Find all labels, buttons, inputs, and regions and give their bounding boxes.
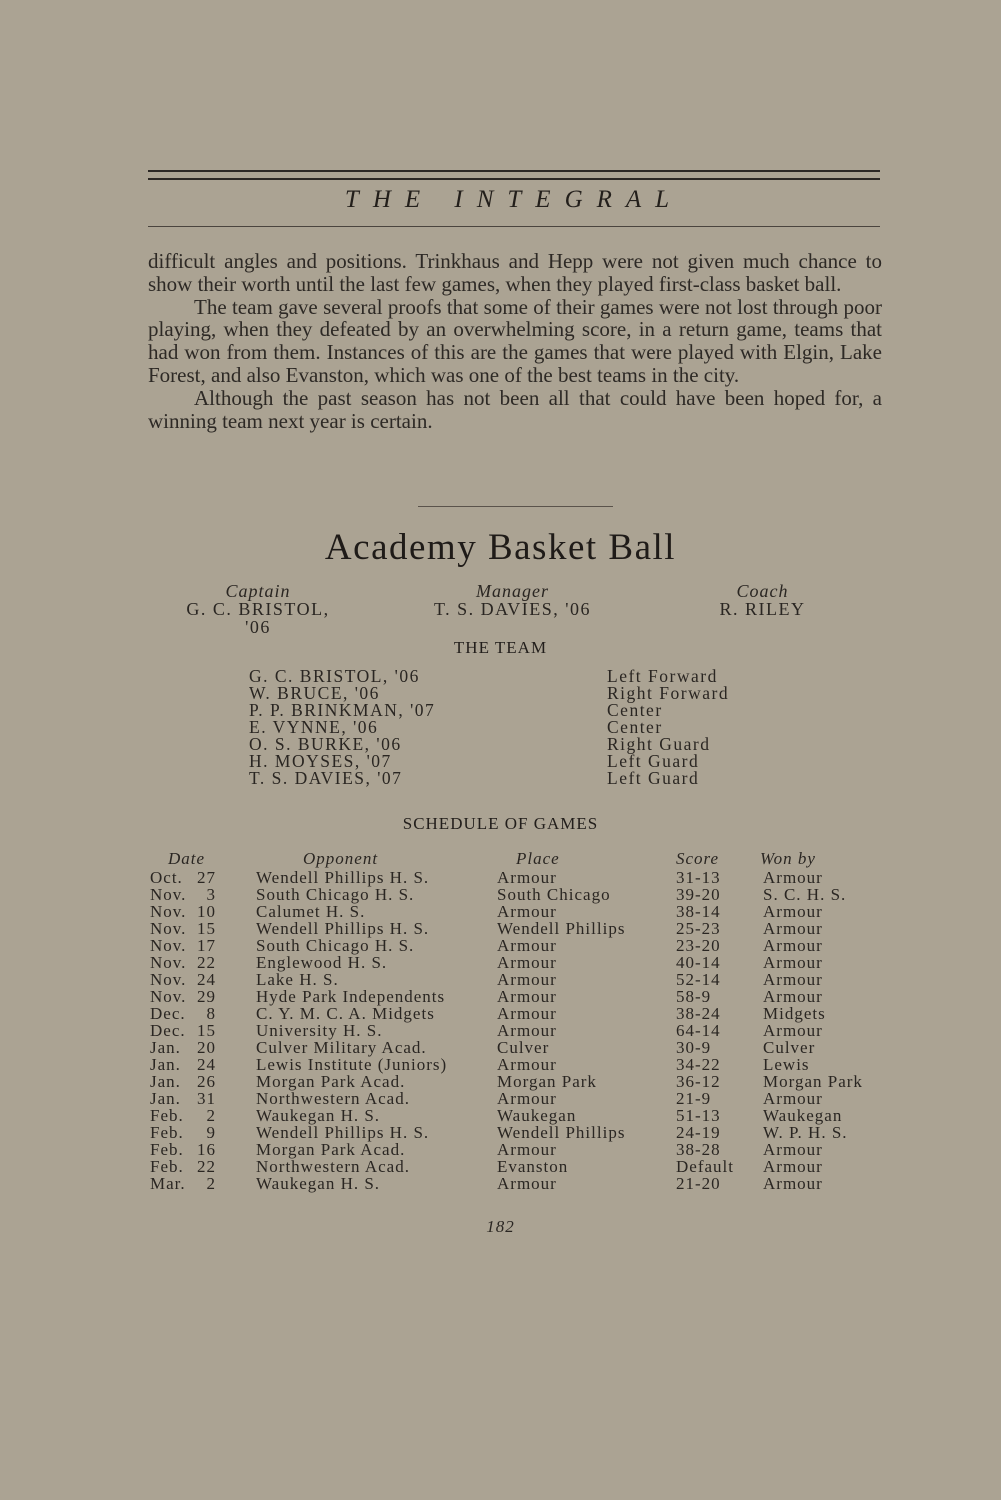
body-text bbox=[148, 250, 882, 432]
game-day: 24 bbox=[197, 970, 216, 989]
team-roster bbox=[249, 668, 749, 787]
game-month: Nov. bbox=[150, 936, 187, 955]
schedule-header-row bbox=[148, 849, 888, 869]
paragraph: Although the past season has not been all that could have been hoped for, a winning team next year is certain. bbox=[148, 385, 882, 433]
game-winner: Armour bbox=[763, 1021, 823, 1040]
game-month: Jan. bbox=[150, 1089, 181, 1108]
player-name: G. C. BRISTOL, '06 bbox=[249, 666, 420, 686]
schedule-row bbox=[148, 1005, 888, 1022]
schedule-row bbox=[148, 1022, 888, 1039]
game-opponent: South Chicago H. S. bbox=[256, 936, 415, 955]
game-month: Nov. bbox=[150, 987, 187, 1006]
game-month: Oct. bbox=[150, 868, 183, 887]
game-month: Nov. bbox=[150, 902, 187, 921]
player-name: H. MOYSES, '07 bbox=[249, 751, 392, 771]
game-score: 64-14 bbox=[676, 1021, 721, 1040]
column-header-place: Place bbox=[516, 849, 560, 868]
roster-row bbox=[249, 770, 749, 787]
game-opponent: Wendell Phillips H. S. bbox=[256, 868, 430, 887]
game-month: Nov. bbox=[150, 953, 187, 972]
paragraph: difficult angles and positions. Trinkhaus and Hepp were not given much chance to show their worth until the last few games, when they played first-class basket ball. bbox=[148, 249, 882, 296]
player-position: Right Guard bbox=[607, 734, 711, 754]
game-winner: Morgan Park bbox=[763, 1072, 863, 1091]
game-opponent: Englewood H. S. bbox=[256, 953, 388, 972]
game-winner: Armour bbox=[763, 902, 823, 921]
game-day: 26 bbox=[197, 1072, 216, 1091]
game-day: 2 bbox=[206, 1174, 216, 1193]
schedule-row bbox=[148, 1039, 888, 1056]
game-score: Default bbox=[676, 1157, 734, 1176]
game-winner: Lewis bbox=[763, 1055, 810, 1074]
player-position: Right Forward bbox=[607, 683, 730, 703]
schedule-row bbox=[148, 920, 888, 937]
game-opponent: University H. S. bbox=[256, 1021, 383, 1040]
schedule-row bbox=[148, 1175, 888, 1192]
game-opponent: Lewis Institute (Juniors) bbox=[256, 1055, 448, 1074]
game-opponent: Calumet H. S. bbox=[256, 902, 366, 921]
officer-captain bbox=[178, 582, 338, 636]
game-place: Wendell Phillips bbox=[497, 919, 626, 938]
game-place: Armour bbox=[497, 1021, 557, 1040]
game-day: 17 bbox=[197, 936, 216, 955]
game-place: South Chicago bbox=[497, 885, 611, 904]
game-day: 15 bbox=[197, 919, 216, 938]
game-opponent: Northwestern Acad. bbox=[256, 1157, 410, 1176]
game-month: Nov. bbox=[150, 919, 187, 938]
game-opponent: Wendell Phillips H. S. bbox=[256, 1123, 430, 1142]
game-place: Armour bbox=[497, 1004, 557, 1023]
game-winner: Armour bbox=[763, 1174, 823, 1193]
header-rule-thin bbox=[148, 178, 880, 180]
game-month: Jan. bbox=[150, 1072, 181, 1091]
game-day: 22 bbox=[197, 1157, 216, 1176]
game-month: Dec. bbox=[150, 1021, 186, 1040]
game-score: 38-24 bbox=[676, 1004, 721, 1023]
game-place: Armour bbox=[497, 1055, 557, 1074]
game-score: 58-9 bbox=[676, 987, 712, 1006]
game-place: Evanston bbox=[497, 1157, 569, 1176]
schedule-row bbox=[148, 869, 888, 886]
game-winner: S. C. H. S. bbox=[763, 885, 847, 904]
game-opponent: C. Y. M. C. A. Midgets bbox=[256, 1004, 435, 1023]
schedule-row bbox=[148, 1124, 888, 1141]
officer-manager bbox=[425, 582, 600, 618]
schedule-row bbox=[148, 1090, 888, 1107]
schedule-row bbox=[148, 1107, 888, 1124]
schedule-row bbox=[148, 1056, 888, 1073]
officer-name: G. C. BRISTOL, '06 bbox=[186, 599, 330, 637]
game-score: 38-14 bbox=[676, 902, 721, 921]
player-position: Center bbox=[607, 700, 663, 720]
paragraph: The team gave several proofs that some of their games were not lost through poor playing, when they defeated by an overwhelming score, in a return game, teams that had won from them. Instances of this are the games that were played with Elgin, Lake Forest, and also Evanston, which was one of the best teams in the city. bbox=[148, 294, 882, 387]
game-winner: Armour bbox=[763, 953, 823, 972]
running-head: THE INTEGRAL bbox=[344, 186, 684, 213]
game-day: 10 bbox=[197, 902, 216, 921]
game-winner: Midgets bbox=[763, 1004, 826, 1023]
game-month: Feb. bbox=[150, 1157, 184, 1176]
game-winner: Waukegan bbox=[763, 1106, 843, 1125]
game-place: Wendell Phillips bbox=[497, 1123, 626, 1142]
schedule-row bbox=[148, 886, 888, 903]
schedule-row bbox=[148, 971, 888, 988]
game-score: 51-13 bbox=[676, 1106, 721, 1125]
game-opponent: Morgan Park Acad. bbox=[256, 1072, 406, 1091]
game-day: 22 bbox=[197, 953, 216, 972]
game-score: 40-14 bbox=[676, 953, 721, 972]
game-winner: Armour bbox=[763, 868, 823, 887]
game-winner: Armour bbox=[763, 1140, 823, 1159]
game-month: Feb. bbox=[150, 1140, 184, 1159]
game-winner: Armour bbox=[763, 1157, 823, 1176]
game-opponent: Morgan Park Acad. bbox=[256, 1140, 406, 1159]
officer-role: Manager bbox=[476, 581, 549, 601]
game-score: 36-12 bbox=[676, 1072, 721, 1091]
game-day: 31 bbox=[197, 1089, 216, 1108]
game-winner: W. P. H. S. bbox=[763, 1123, 848, 1142]
game-month: Jan. bbox=[150, 1055, 181, 1074]
game-score: 23-20 bbox=[676, 936, 721, 955]
section-divider bbox=[418, 506, 613, 507]
game-place: Armour bbox=[497, 936, 557, 955]
officer-coach bbox=[700, 582, 825, 618]
game-day: 2 bbox=[206, 1106, 216, 1125]
game-winner: Armour bbox=[763, 919, 823, 938]
game-day: 9 bbox=[206, 1123, 216, 1142]
game-place: Armour bbox=[497, 868, 557, 887]
game-opponent: Hyde Park Independents bbox=[256, 987, 446, 1006]
game-winner: Armour bbox=[763, 987, 823, 1006]
player-name: W. BRUCE, '06 bbox=[249, 683, 380, 703]
game-day: 3 bbox=[206, 885, 216, 904]
schedule-row bbox=[148, 937, 888, 954]
schedule-row bbox=[148, 1141, 888, 1158]
player-name: T. S. DAVIES, '07 bbox=[249, 768, 403, 788]
column-header-won-by: Won by bbox=[760, 849, 816, 868]
game-opponent: Waukegan H. S. bbox=[256, 1174, 381, 1193]
game-score: 31-13 bbox=[676, 868, 721, 887]
officer-name: T. S. DAVIES, '06 bbox=[433, 599, 592, 619]
schedule-row bbox=[148, 1158, 888, 1175]
game-day: 15 bbox=[197, 1021, 216, 1040]
game-place: Armour bbox=[497, 902, 557, 921]
game-day: 8 bbox=[206, 1004, 216, 1023]
game-opponent: Lake H. S. bbox=[256, 970, 339, 989]
schedule-row bbox=[148, 1073, 888, 1090]
game-score: 21-20 bbox=[676, 1174, 721, 1193]
player-name: P. P. BRINKMAN, '07 bbox=[249, 700, 436, 720]
game-score: 52-14 bbox=[676, 970, 721, 989]
game-month: Nov. bbox=[150, 885, 187, 904]
game-score: 30-9 bbox=[676, 1038, 712, 1057]
team-heading: THE TEAM bbox=[453, 638, 548, 657]
game-score: 25-23 bbox=[676, 919, 721, 938]
game-opponent: South Chicago H. S. bbox=[256, 885, 415, 904]
player-name: E. VYNNE, '06 bbox=[249, 717, 379, 737]
player-position: Left Forward bbox=[607, 666, 718, 686]
game-opponent: Wendell Phillips H. S. bbox=[256, 919, 430, 938]
player-name: O. S. BURKE, '06 bbox=[249, 734, 402, 754]
officer-name: R. RILEY bbox=[719, 599, 806, 619]
column-header-score: Score bbox=[676, 849, 720, 868]
game-winner: Armour bbox=[763, 936, 823, 955]
schedule-table bbox=[148, 849, 888, 1192]
game-opponent: Northwestern Acad. bbox=[256, 1089, 410, 1108]
game-place: Waukegan bbox=[497, 1106, 577, 1125]
schedule-row bbox=[148, 954, 888, 971]
game-opponent: Waukegan H. S. bbox=[256, 1106, 381, 1125]
game-winner: Armour bbox=[763, 970, 823, 989]
schedule-body bbox=[148, 869, 888, 1192]
game-month: Feb. bbox=[150, 1123, 184, 1142]
game-score: 34-22 bbox=[676, 1055, 721, 1074]
game-month: Mar. bbox=[150, 1174, 186, 1193]
officer-role: Coach bbox=[736, 581, 789, 601]
schedule-row bbox=[148, 988, 888, 1005]
game-place: Armour bbox=[497, 953, 557, 972]
schedule-heading: SCHEDULE OF GAMES bbox=[402, 814, 599, 833]
game-day: 16 bbox=[197, 1140, 216, 1159]
game-winner: Armour bbox=[763, 1089, 823, 1108]
game-winner: Culver bbox=[763, 1038, 816, 1057]
schedule-row bbox=[148, 903, 888, 920]
game-day: 24 bbox=[197, 1055, 216, 1074]
game-place: Morgan Park bbox=[497, 1072, 597, 1091]
game-place: Armour bbox=[497, 1140, 557, 1159]
game-day: 29 bbox=[197, 987, 216, 1006]
page-number: 182 bbox=[486, 1217, 515, 1236]
game-opponent: Culver Military Acad. bbox=[256, 1038, 427, 1057]
header-rule-bottom bbox=[148, 226, 880, 227]
game-month: Feb. bbox=[150, 1106, 184, 1125]
game-day: 27 bbox=[197, 868, 216, 887]
player-position: Left Guard bbox=[607, 751, 700, 771]
game-place: Armour bbox=[497, 970, 557, 989]
game-place: Armour bbox=[497, 1089, 557, 1108]
game-place: Culver bbox=[497, 1038, 550, 1057]
game-score: 39-20 bbox=[676, 885, 721, 904]
game-day: 20 bbox=[197, 1038, 216, 1057]
game-score: 38-28 bbox=[676, 1140, 721, 1159]
game-place: Armour bbox=[497, 1174, 557, 1193]
game-month: Dec. bbox=[150, 1004, 186, 1023]
game-score: 24-19 bbox=[676, 1123, 721, 1142]
column-header-opponent: Opponent bbox=[303, 849, 379, 868]
game-month: Nov. bbox=[150, 970, 187, 989]
header-rule-thick bbox=[148, 170, 880, 172]
player-position: Left Guard bbox=[607, 768, 700, 788]
game-month: Jan. bbox=[150, 1038, 181, 1057]
section-title: Academy Basket Ball bbox=[324, 527, 677, 568]
player-position: Center bbox=[607, 717, 663, 737]
game-score: 21-9 bbox=[676, 1089, 712, 1108]
game-place: Armour bbox=[497, 987, 557, 1006]
column-header-date: Date bbox=[168, 849, 206, 868]
officer-role: Captain bbox=[225, 581, 291, 601]
